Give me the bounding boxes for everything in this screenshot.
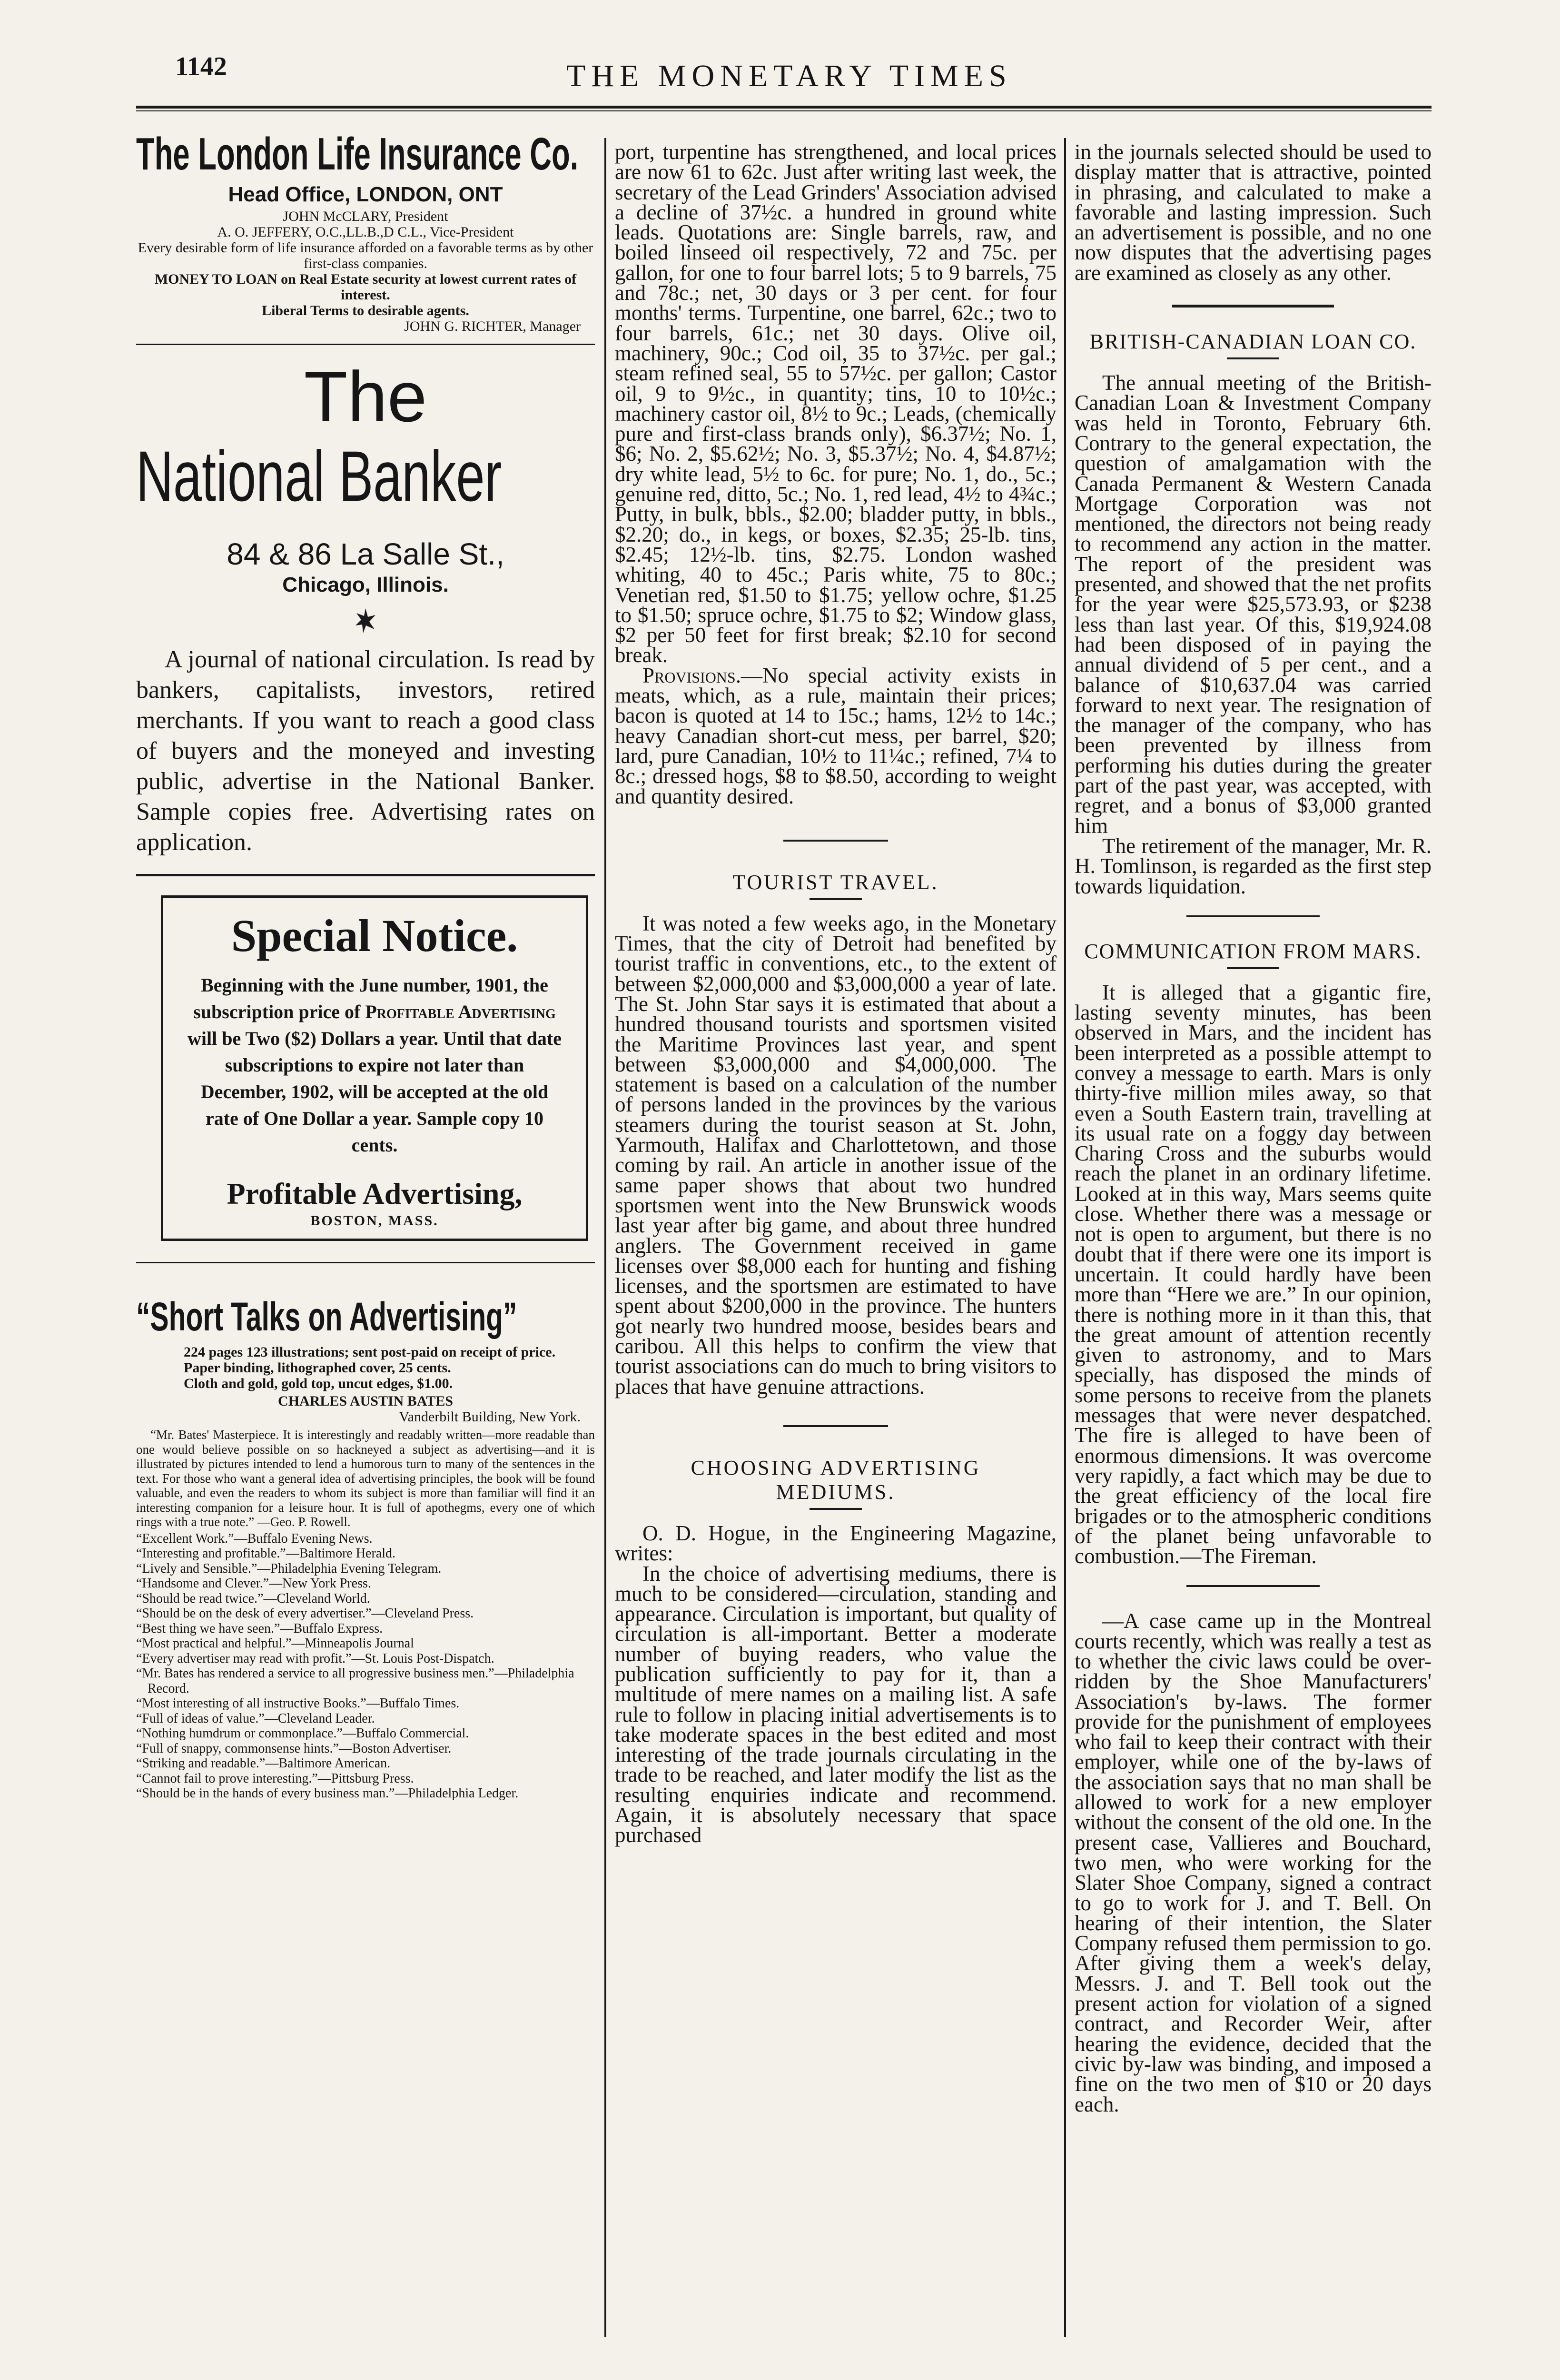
- testimonial: “Mr. Bates has rendered a service to all progressive business men.”—Philadelphia Record.: [136, 1666, 574, 1696]
- tourist-travel-heading: TOURIST TRAVEL.: [732, 870, 939, 894]
- column-rule-2: [1064, 138, 1066, 2337]
- short-talks-title: “Short Talks on Advertising”: [136, 1294, 517, 1339]
- national-banker-title-1: The: [304, 357, 427, 436]
- heading-rule: [810, 898, 862, 900]
- section-separator: [1186, 1585, 1320, 1587]
- section-separator: [1186, 915, 1320, 917]
- british-canadian-paragraph-2: The retirement of the manager, Mr. R. H. Tomlinson, is regarded as the first step towards liquidation.: [1075, 833, 1432, 898]
- short-talks-line-3: Cloth and gold, gold top, uncut edges, $1.00.: [184, 1376, 453, 1391]
- provisions-lead: Provisions.: [642, 663, 741, 687]
- testimonial: “Excellent Work.”—Buffalo Evening News.: [136, 1531, 373, 1546]
- page-number: 1142: [175, 52, 227, 81]
- testimonial: “Should be read twice.”—Cleveland World.: [136, 1591, 370, 1606]
- testimonial: “Full of ideas of value.”—Cleveland Leader.: [136, 1711, 375, 1726]
- ad-separator: [136, 874, 595, 876]
- column-rule-1: [604, 138, 606, 2337]
- provisions-text: —No special activity exists in meats, which, as a rule, maintain their prices; bacon is quoted at 14 to 15c.; hams, 12½ to 14c.; heavy Canadian short-cut mess, per barrel, $20; lard, pure Canadian, 10½ to 11¼c.; refined, 7¼ to 8c.; dressed hogs, $8 to $8.50, according to weight and quantity desired.: [615, 663, 1056, 808]
- choosing-mediums-intro: O. D. Hogue, in the Engineering Magazine, writes:: [615, 1521, 1056, 1566]
- testimonial: “Best thing we have seen.”—Buffalo Express.: [136, 1621, 383, 1636]
- ad-separator: [136, 344, 595, 345]
- national-banker-title-2: National Banker: [136, 436, 502, 516]
- london-life-office: Head Office, LONDON, ONT: [228, 183, 503, 206]
- london-life-name: The London Life Insurance Co.: [136, 129, 579, 179]
- heading-rule: [810, 1508, 862, 1510]
- short-talks-ad: [136, 1294, 595, 1801]
- special-notice-ad: [161, 895, 588, 1241]
- column-left: [136, 129, 595, 1801]
- national-banker-description: A journal of national circulation. Is read by bankers, capitalists, investors, retired merchants. If you want to reach a good class of buyers and the moneyed and investing public, advertise in the National Banker. Sample copies free. Advertising rates on application.: [136, 646, 595, 856]
- testimonial-list: [136, 1531, 595, 1801]
- testimonial: “Striking and readable.”—Baltimore American.: [136, 1756, 391, 1771]
- ad-separator: [136, 1262, 595, 1263]
- testimonial: “Handsome and Clever.”—New York Press.: [136, 1576, 371, 1591]
- masthead-title: THE MONETARY TIMES: [566, 59, 1012, 93]
- testimonial: “Should be on the desk of every advertiser.”—Cleveland Press.: [136, 1606, 474, 1621]
- mars-paragraph: It is alleged that a gigantic fire, lasting seventy minutes, has been observed in Mars, and the incident has been interpreted as a possible attempt to convey a message to earth. Mars is only thirty-five million miles away, so that even a South Eastern train, travelling at its usual rate on a foggy day between Charing Cross and the suburbs would reach the planet in an ordinary lifetime. Looked at in this way, Mars seems quite close. Whether there was a message or not is open to argument, but there is no doubt that if there were one its import is uncertain. It could hardly have been more than “Here we are.” In our opinion, there is nothing more in it than this, that the great amount of attention recently given to astronomy, and to Mars specially, has disposed the minds of some persons to receive from the planets messages that were never despatched. The fire is alleged to have been of enormous dimensions. It was overcome very rapidly, a fact which may be due to the great efficiency of the local fire brigades or to the atmospheric conditions of the planet being unfavorable to combustion.—The Fireman.: [1075, 980, 1432, 1568]
- london-life-ad: [136, 129, 595, 334]
- column-right: [1075, 142, 1432, 2114]
- short-talks-line-2: Paper binding, lithographed cover, 25 cents.: [184, 1360, 451, 1376]
- testimonial: “Full of snappy, commonsense hints.”—Boston Advertiser.: [136, 1741, 452, 1756]
- tourist-travel-paragraph: It was noted a few weeks ago, in the Monetary Times, that the city of Detroit had benefited by tourist traffic in conventions, etc., to the extent of between $2,000,000 and $3,000,000 a year of late. The St. John Star says it is estimated that about a hundred thousand tourists and sportsmen visited the Maritime Provinces last year, and spent between $3,000,000 and $4,000,000. The statement is based on a calculation of the number of persons landed in the provinces by the various steamers during the tourist season at St. John, Yarmouth, Halifax and Charlottetown, and those coming by rail. An article in another issue of the same paper shows that about two hundred sportsmen went into the New Brunswick woods last year after big game, and about three hundred anglers. The Government received in game licenses over $8,000 each for hunting and fishing licenses, and the sportsmen are estimated to have spent about $200,000 in the province. The hunters got nearly two hundred moose, besides bears and caribou. All this helps to confirm the view that tourist associations can do much to bring visitors to places that have genuine attractions.: [615, 911, 1056, 1398]
- section-separator: [783, 840, 888, 842]
- short-talks-quote: “Mr. Bates' Masterpiece. It is interestingly and readably written—more readable than one would believe possible on so hackneyed a subject as advertising—and it is illustrated by pictures intended to lend a humorous turn to many of the sentences in the text. For those who want a general idea of advertising principles, the book will be found valuable, and even the readers to whom its subject is more than familiar will find it an interesting companion for a leisure hour. It is full of apothegms, every one of which rings with a true note.” —Geo. P. Rowell.: [136, 1428, 595, 1529]
- column-middle: [615, 142, 1056, 1845]
- choosing-mediums-paragraph: In the choice of advertising mediums, there is much to be considered—circulation, standing and appearance. Circulation is important, but quality of circulation is all-important. Better a moderate number of buying readers, who value the publication sufficiently to pay for it, than a multitude of mere names on a mailing list. A safe rule to follow in placing initial advertisements is to take moderate spaces in the best edited and most interesting of the trade journals circulating in the trade to be reached, and later modify the list as the resulting enquiries indicate and recommend. Again, it is absolutely necessary that space purchased: [615, 1561, 1056, 1847]
- short-talks-address: Vanderbilt Building, New York.: [399, 1409, 581, 1425]
- testimonial: “Most practical and helpful.”—Minneapolis Journal: [136, 1636, 414, 1651]
- testimonial: “Interesting and profitable.”—Baltimore Herald.: [136, 1546, 396, 1561]
- testimonial: “Lively and Sensible.”—Philadelphia Evening Telegram.: [136, 1561, 442, 1576]
- short-talks-line-1: 224 pages 123 illustrations; sent post-paid on receipt of price.: [184, 1344, 556, 1360]
- mars-heading: COMMUNICATION FROM MARS.: [1084, 939, 1422, 963]
- special-notice-footer: Profitable Advertising,: [227, 1177, 523, 1210]
- special-notice-location: BOSTON, MASS.: [310, 1213, 439, 1229]
- special-notice-publication: Profitable Advertising: [365, 1001, 556, 1022]
- british-canadian-heading: BRITISH-CANADIAN LOAN CO.: [1089, 330, 1417, 354]
- london-life-agents: Liberal Terms to desirable agents.: [262, 303, 469, 318]
- ornament-icon: [354, 606, 377, 635]
- london-life-policy: Every desirable form of life insurance afforded on a favorable terms as by other first-class companies.: [138, 240, 593, 271]
- heading-rule: [1227, 357, 1279, 359]
- montreal-case-paragraph: —A case came up in the Montreal courts recently, which was really a test as to whether the civic laws could be over-ridden by the Shoe Manufacturers' Association's by-laws. The former provide for the punishment of employees who fail to keep their contract with their employer, while one of the by-laws of the association says that no man shall be allowed to work for a new employer without the consent of the old one. In the present case, Vallieres and Bouchard, two men, who were working for the Slater Shoe Company, signed a contract to go to work for J. and T. Bell. On hearing of their intention, the Slater Company refused them permission to go. After giving them a week's delay, Messrs. J. and T. Bell took out the present action for violation of a signed contract, and Recorder Weir, after hearing the evidence, decided that the civic by-law was binding, and imposed a fine on the two men of $10 or 20 days each.: [1075, 1609, 1432, 2116]
- testimonial: “Nothing humdrum or commonplace.”—Buffalo Commercial.: [136, 1726, 469, 1741]
- special-notice-body-pre: Beginning with the June number, 1901, the subscription price of: [193, 974, 548, 1022]
- london-life-manager: JOHN G. RICHTER, Manager: [404, 318, 581, 334]
- testimonial: “Every advertiser may read with profit.”—St. Louis Post-Dispatch.: [136, 1651, 494, 1666]
- choosing-mediums-heading: CHOOSING ADVERTISING MEDIUMS.: [691, 1456, 981, 1504]
- special-notice-title: Special Notice.: [231, 910, 518, 961]
- testimonial: “Cannot fail to prove interesting.”—Pittsburg Press.: [136, 1771, 414, 1786]
- section-separator: [783, 1425, 888, 1427]
- testimonial: “Most interesting of all instructive Books.”—Buffalo Times.: [136, 1696, 460, 1711]
- advertising-continued-paragraph: in the journals selected should be used to display matter that is attractive, pointed in phrasing, and calculated to make a favorable and lasting impression. Such an advertisement is possible, and no one now disputes that the advertising pages are examined as closely as any other.: [1075, 140, 1432, 285]
- british-canadian-paragraph-1: The annual meeting of the British-Canadian Loan & Investment Company was held in Toronto, February 6th. Contrary to the general expectation, the question of amalgamation with the Canada Permanent & Western Canada Mortgage Corporation was not mentioned, the directors not being ready to recommend any action in the matter. The report of the president was presented, and showed that the net profits for the year were $25,573.93, or $238 less than last year. Of this, $19,924.08 had been disposed of in paying the annual dividend of 5 per cent., and a balance of $10,637.04 was carried forward to next year. The resignation of the manager of the company, who has been prevented by illness from performing his duties during the greater part of the past year, was accepted, with regret, and a bonus of $3,000 granted him: [1075, 371, 1432, 838]
- london-life-money: MONEY TO LOAN on Real Estate security at lowest current rates of interest.: [154, 271, 577, 303]
- header-rule: [136, 106, 1432, 109]
- short-talks-author: CHARLES AUSTIN BATES: [278, 1393, 453, 1409]
- provisions-paragraph: [615, 665, 1056, 806]
- header-rule-thin: [136, 110, 1432, 111]
- section-separator: [1172, 305, 1334, 307]
- london-life-president: JOHN McCLARY, President: [283, 208, 448, 224]
- heading-rule: [1227, 967, 1279, 969]
- london-life-vice-president: A. O. JEFFERY, O.C.,LL.B.,D C.L., Vice-President: [217, 224, 514, 240]
- special-notice-body-post: will be Two ($2) Dollars a year. Until that date subscriptions to expire not later than December, 1902, will be accepted at the old rate of One Dollar a year. Sample copy 10 cents.: [188, 1028, 562, 1156]
- national-banker-address: 84 & 86 La Salle St.,: [227, 537, 504, 571]
- national-banker-city: Chicago, Illinois.: [282, 573, 449, 596]
- paints-oils-paragraph: port, turpentine has strengthened, and local prices are now 61 to 62c. Just after writing last week, the secretary of the Lead Grinders' Association advised a decline of 37½c. a hundred in ground white leads. Quotations are: Single barrels, raw, and boiled linseed oil respectively, 72 and 75c. per gallon, for one to four barrel lots; 5 to 9 barrels, 75 and 78c.; net, 30 days or 3 per cent. for four months' terms. Turpentine, one barrel, 62c.; two to four barrels, 61c.; net 30 days. Olive oil, machinery, 90c.; Cod oil, 35 to 37½c. per gal.; steam refined seal, 55 to 57½c. per gallon; Castor oil, 9 to 9½c., in quantity; tins, 10 to 10½c.; machinery castor oil, 8½ to 9c.; Leads, (chemically pure and first-class brands only), $6.37½; No. 1, $6; No. 2, $5.62½; No. 3, $5.37½; No. 4, $4.87½; dry white lead, 5½ to 6c. for pure; No. 1, do., 5c.; genuine red, ditto, 5c.; No. 1, red lead, 4½ to 4¾c.; Putty, in bulk, bbls., $2.00; bladder putty, in bbls., $2.20; do., in kegs, or boxes, $2.35; 25-lb. tins, $2.45; 12½-lb. tins, $2.75. London washed whiting, 40 to 45c.; Paris white, 75 to 80c.; Venetian red, $1.50 to $1.75; yellow ochre, $1.25 to $1.50; spruce ochre, $1.75 to $2; Window glass, $2 per 50 feet for first break; $2.10 for second break.: [615, 140, 1056, 667]
- testimonial: “Should be in the hands of every business man.”—Philadelphia Ledger.: [136, 1786, 519, 1801]
- national-banker-ad: [136, 358, 595, 858]
